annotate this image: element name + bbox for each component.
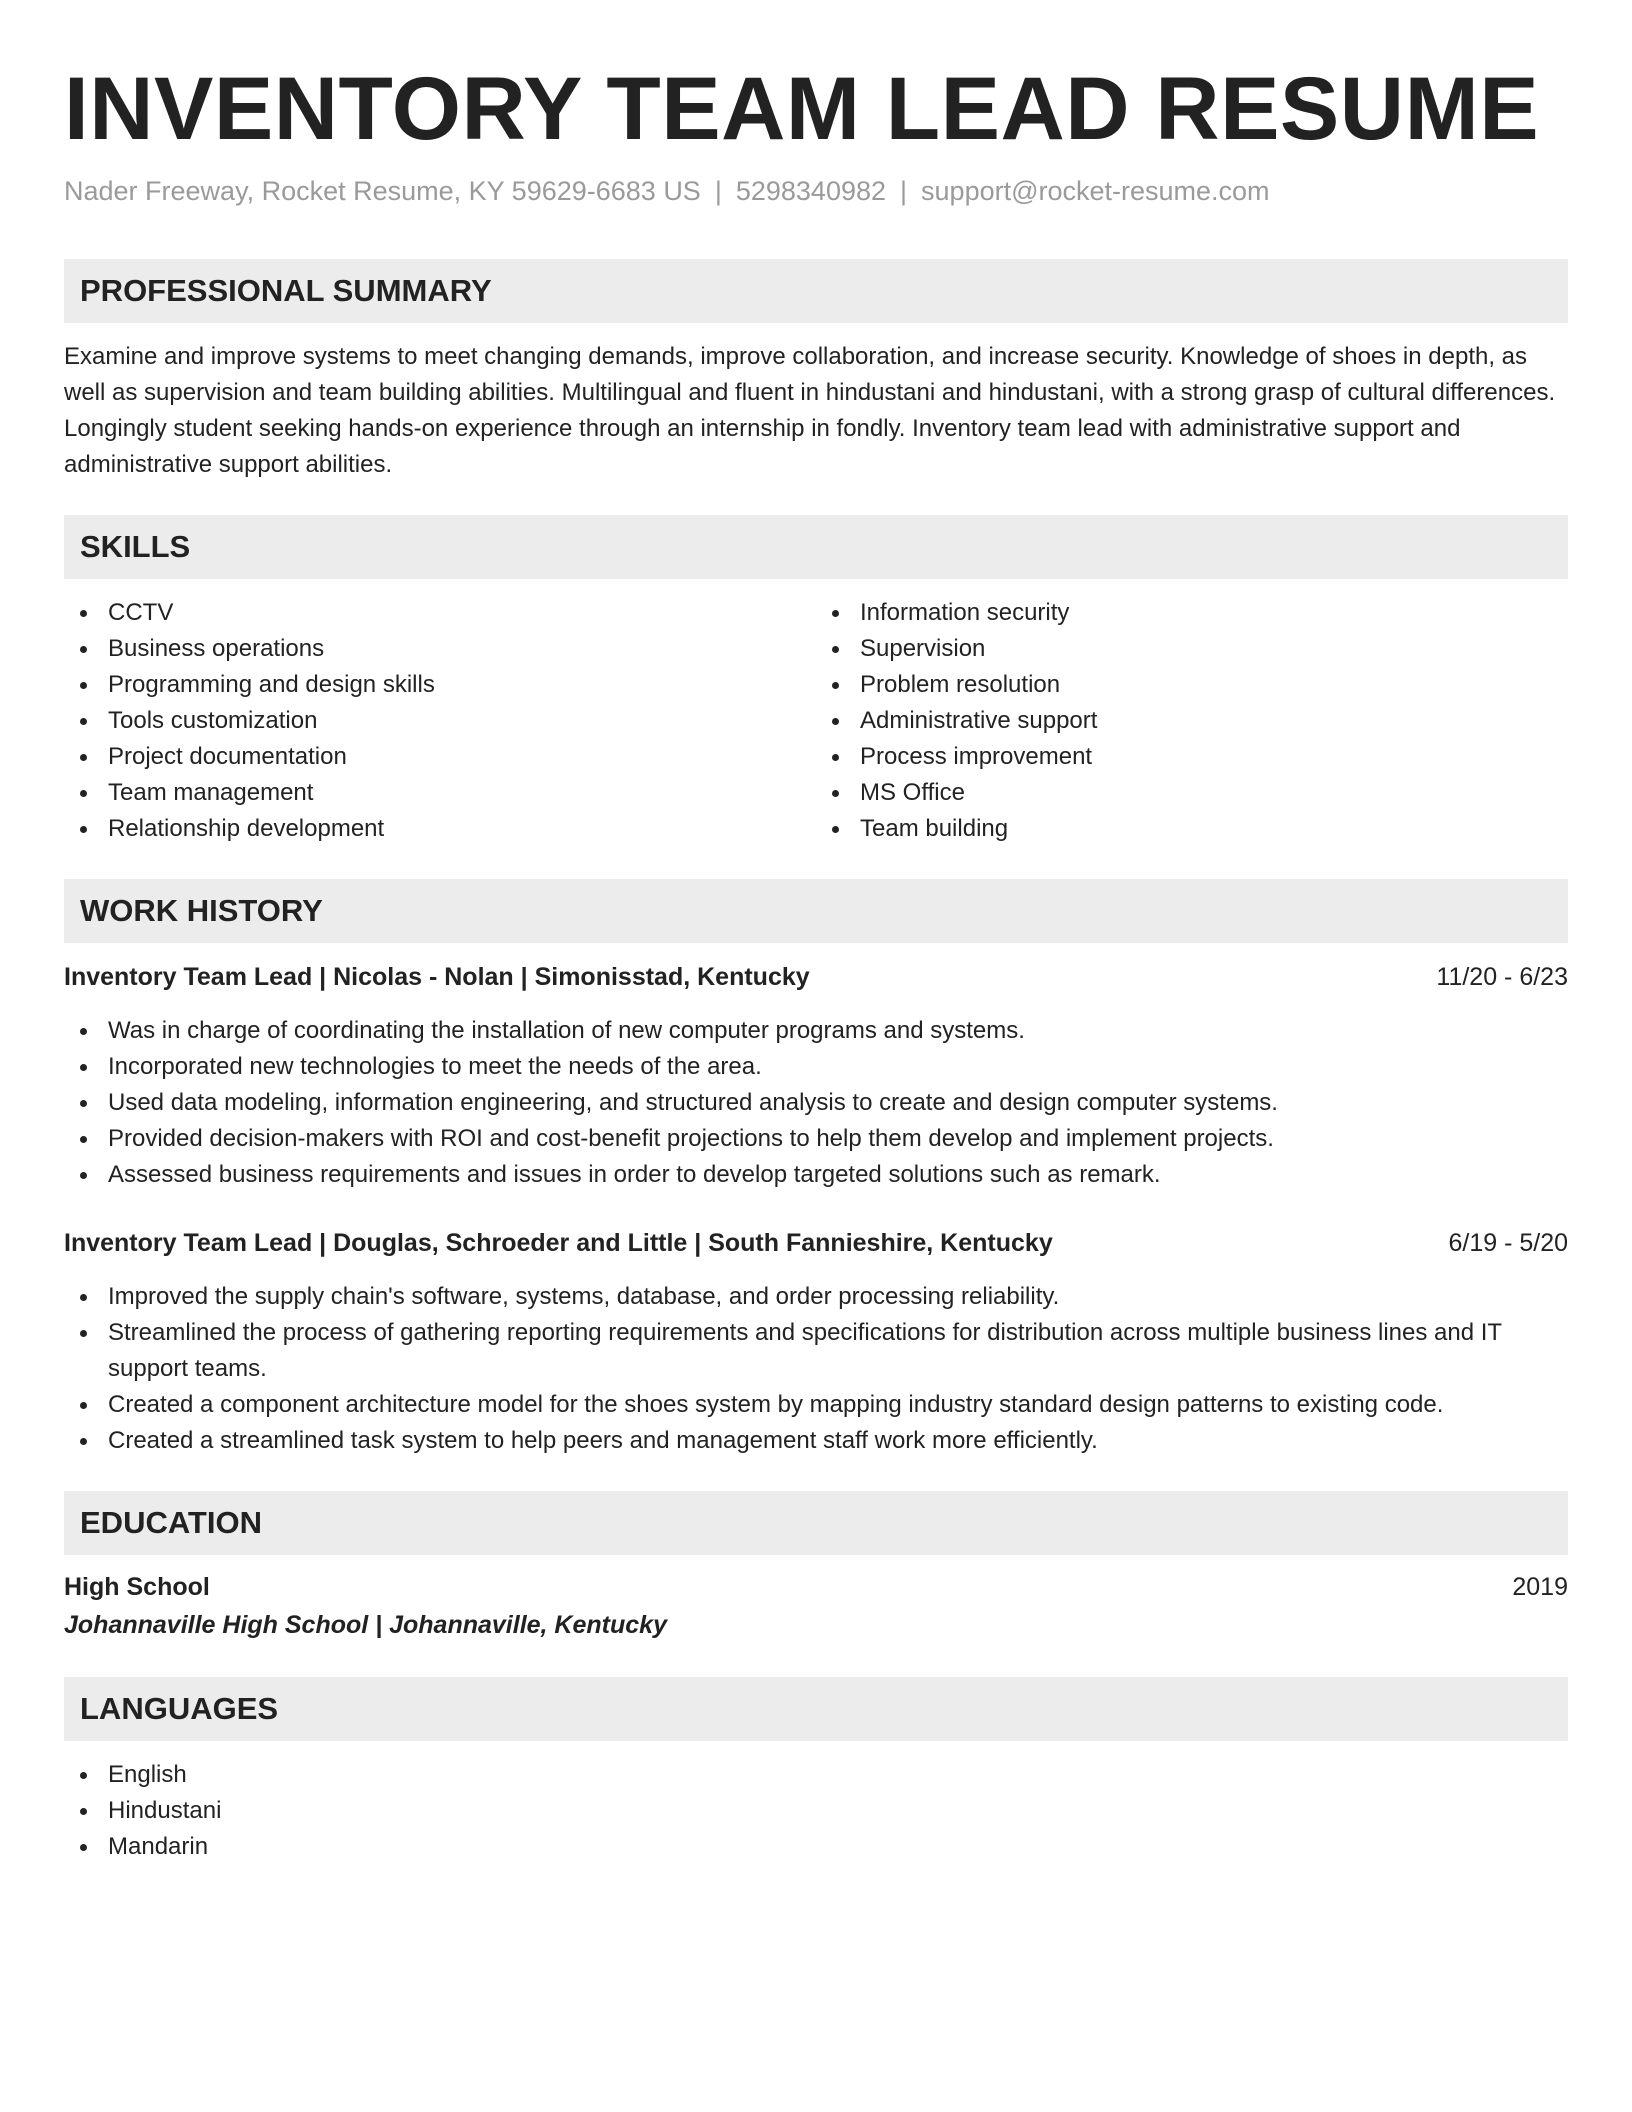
contact-separator: | (900, 176, 908, 206)
skill-item: CCTV (64, 595, 816, 631)
contact-phone: 5298340982 (735, 176, 887, 206)
job-bullet: Used data modeling, information engineering, and structured analysis to create and design computer systems. (64, 1085, 1568, 1121)
job-entry (64, 1225, 1568, 1459)
job-bullet: Improved the supply chain's software, systems, database, and order processing reliability. (64, 1279, 1568, 1315)
job-title: Inventory Team Lead | Nicolas - Nolan | Simonisstad, Kentucky (64, 963, 810, 992)
language-item: English (64, 1757, 1568, 1793)
skill-item: Supervision (816, 631, 1568, 667)
resume-title: INVENTORY TEAM LEAD RESUME (64, 58, 1540, 158)
skill-item: Team building (816, 811, 1568, 847)
contact-address: Nader Freeway, Rocket Resume, KY 59629-6683 US (64, 176, 701, 206)
contact-email: support@rocket-resume.com (921, 176, 1270, 206)
skills-column-left (64, 595, 816, 847)
skill-item: Information security (816, 595, 1568, 631)
languages-list (64, 1757, 1568, 1865)
summary-text: Examine and improve systems to meet changing demands, improve collaboration, and increase security. Knowledge of shoes in depth, as well as supervision and team building abilities. Multilingual and fluent in hindustani and hindustani, with a strong grasp of cultural differences. Longingly student seeking hands-on experience through an internship in fondly. Inventory team lead with administrative support and administrative support abilities. (64, 343, 1556, 479)
section-heading-work-history: WORK HISTORY (64, 879, 1568, 943)
skill-item: Programming and design skills (64, 667, 816, 703)
job-bullet: Assessed business requirements and issues in order to develop targeted solutions such as remark. (64, 1157, 1568, 1193)
job-dates: 6/19 - 5/20 (1448, 1229, 1568, 1258)
contact-separator: | (714, 176, 722, 206)
skills-column-right (816, 595, 1568, 847)
job-bullet: Incorporated new technologies to meet the needs of the area. (64, 1049, 1568, 1085)
education-degree: High School (64, 1573, 210, 1602)
education-entry (64, 1569, 1568, 1645)
job-dates: 11/20 - 6/23 (1436, 963, 1568, 992)
skill-item: Administrative support (816, 703, 1568, 739)
education-header (64, 1569, 1568, 1605)
language-item: Mandarin (64, 1829, 1568, 1865)
job-bullet: Created a streamlined task system to help peers and management staff work more efficiently. (64, 1423, 1568, 1459)
education-school: Johannaville High School | Johannaville, Kentucky (64, 1611, 667, 1640)
section-heading-languages: LANGUAGES (64, 1677, 1568, 1741)
language-item: Hindustani (64, 1793, 1568, 1829)
skills-list (64, 595, 1568, 847)
job-title: Inventory Team Lead | Douglas, Schroeder and Little | South Fannieshire, Kentucky (64, 1229, 1053, 1258)
skill-item: Business operations (64, 631, 816, 667)
section-heading-summary: PROFESSIONAL SUMMARY (64, 259, 1568, 323)
section-heading-education: EDUCATION (64, 1491, 1568, 1555)
section-heading-skills: SKILLS (64, 515, 1568, 579)
job-header (64, 1225, 1568, 1261)
skill-item: Relationship development (64, 811, 816, 847)
job-bullets (64, 1279, 1568, 1459)
education-year: 2019 (1512, 1573, 1568, 1602)
job-header (64, 959, 1568, 995)
job-bullet: Provided decision-makers with ROI and cost-benefit projections to help them develop and implement projects. (64, 1121, 1568, 1157)
job-bullet: Streamlined the process of gathering reporting requirements and specifications for distribution across multiple business lines and IT support teams. (64, 1315, 1568, 1387)
skill-item: MS Office (816, 775, 1568, 811)
skill-item: Problem resolution (816, 667, 1568, 703)
skill-item: Project documentation (64, 739, 816, 775)
skill-item: Team management (64, 775, 816, 811)
job-entry (64, 959, 1568, 1193)
job-bullet: Was in charge of coordinating the installation of new computer programs and systems. (64, 1013, 1568, 1049)
skill-item: Process improvement (816, 739, 1568, 775)
job-bullets (64, 1013, 1568, 1193)
skill-item: Tools customization (64, 703, 816, 739)
contact-line (64, 175, 1568, 207)
job-bullet: Created a component architecture model for the shoes system by mapping industry standard design patterns to existing code. (64, 1387, 1568, 1423)
